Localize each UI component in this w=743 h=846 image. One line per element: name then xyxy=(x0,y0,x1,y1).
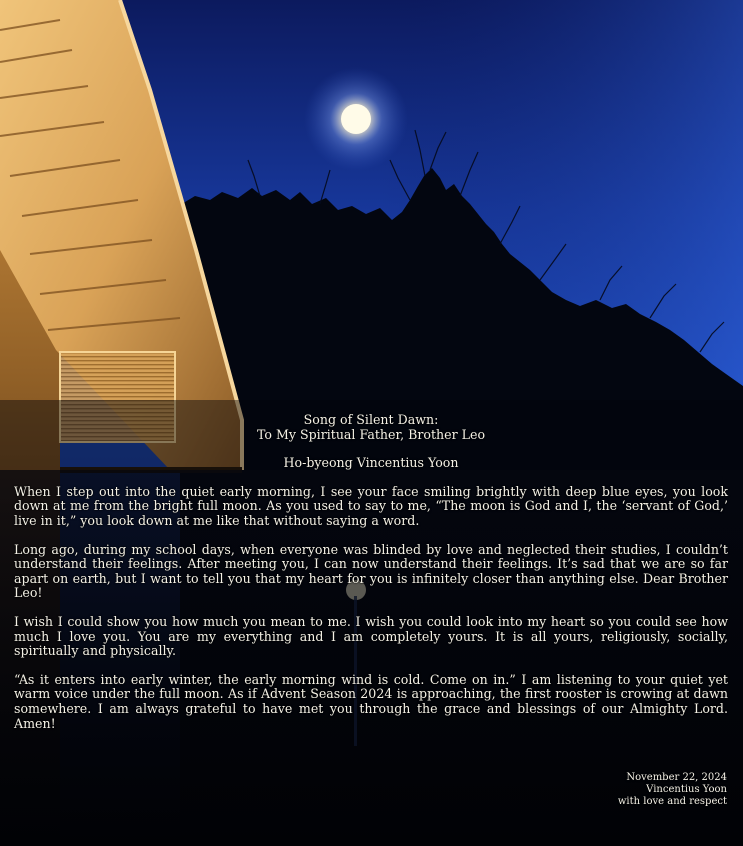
signature-date: November 22, 2024 xyxy=(626,772,727,783)
poem-paragraph-2: Long ago, during my school days, when everyone was blinded by love and neglected their studies, I couldn’t understand their feelings. After meeting you, I can now understand their feelings. It’s sad that we are so far apart on earth, but I want to tell you that my heart for you is infinitely closer than anything else. Dear Brother Leo! xyxy=(14,541,728,601)
poem-paragraph-3: I wish I could show you how much you mean to me. I wish you could look into my heart so you could see how much I love you. You are my everything and I am completely yours. It is all yours, religiously, socially, spiritually and physically. xyxy=(14,613,728,659)
poem-paragraph-4: “As it enters into early winter, the early morning wind is cold. Come on in.” I am listening to your quiet yet warm voice under the full moon. As if Advent Season 2024 is approaching, the first rooster is crowing at dawn somewhere. I am always grateful to have met you through the grace and blessings of our Almighty Lord. Amen! xyxy=(14,671,728,731)
poem-title-line-1: Song of Silent Dawn: xyxy=(303,412,439,427)
signature-closing: with love and respect xyxy=(617,796,727,807)
poem-paragraph-1: When I step out into the quiet early morning, I see your face smiling brightly with deep blue eyes, you look down at me from the bright full moon. As you used to say to me, “The moon is God and I, the ‘servant of God,’ live in it,” you look down at me like that without saying a word. xyxy=(14,483,728,528)
full-moon xyxy=(341,104,371,134)
poem-author: Ho-byeong Vincentius Yoon xyxy=(283,455,459,471)
poem-title xyxy=(14,413,728,442)
signature-block xyxy=(618,772,727,808)
poem-block xyxy=(14,413,728,745)
signature-name: Vincentius Yoon xyxy=(646,784,727,795)
poem-title-line-2: To My Spiritual Father, Brother Leo xyxy=(256,426,486,442)
